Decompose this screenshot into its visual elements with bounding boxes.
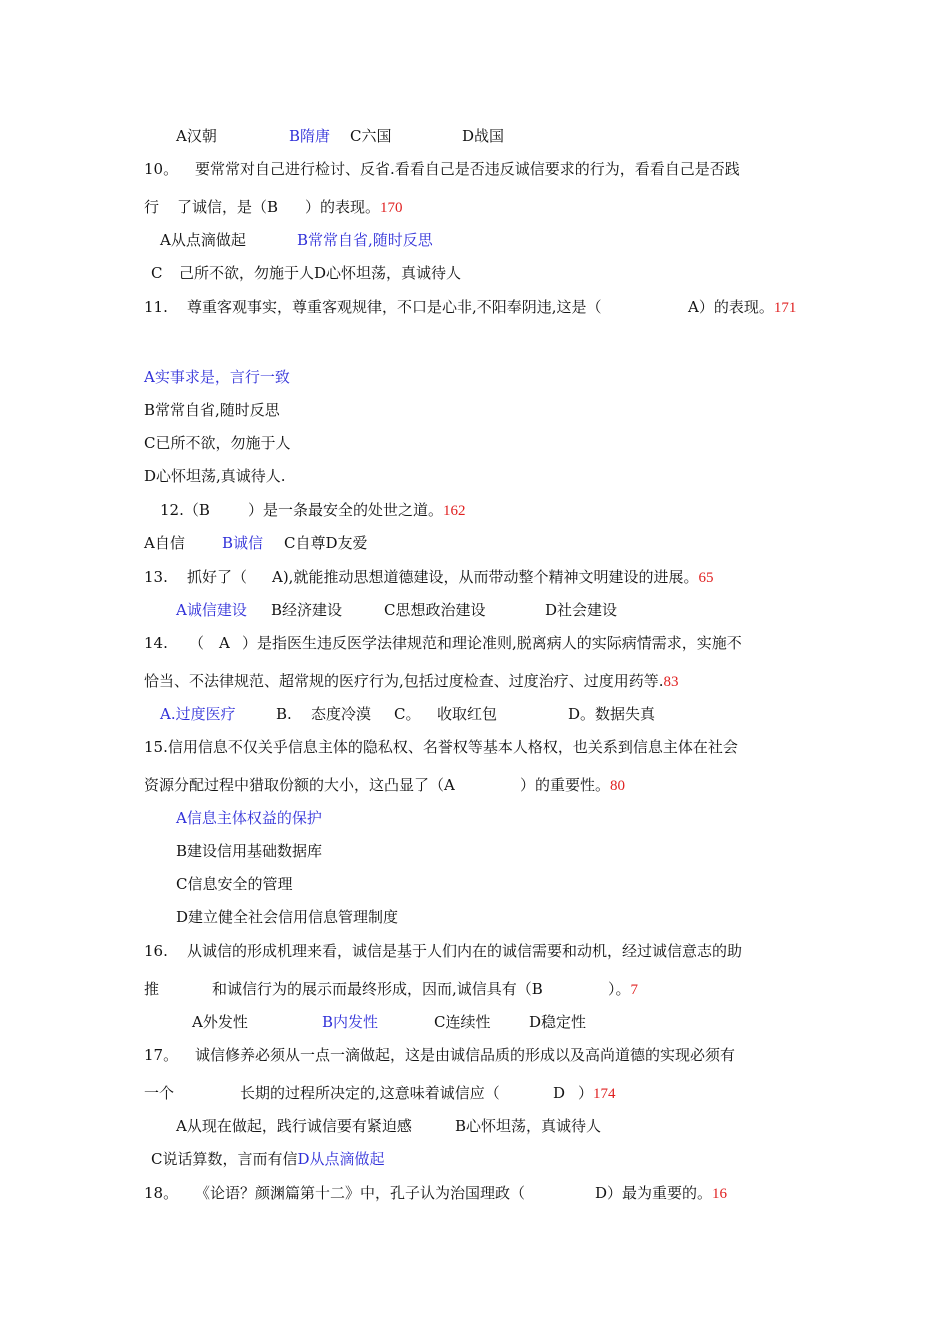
q13-text-body: A),就能推动思想道德建设，从而带动整个精神文明建设的进展。 xyxy=(272,568,699,586)
q10-page-ref: 170 xyxy=(380,200,403,216)
q14-option-c-letter: C。 xyxy=(394,705,421,723)
q10-option-b: B常常自省,随时反思 xyxy=(297,231,433,249)
q16-option-a: A外发性 xyxy=(192,1013,248,1031)
q14-option-b: 态度冷漠 xyxy=(311,705,372,723)
q16-text: 从诚信的形成机理来看，诚信是基于人们内在的诚信需要和动机，经过诚信意志的助 xyxy=(187,942,743,960)
q12-number-answer: 12.（B xyxy=(160,501,210,519)
q16-number: 16. xyxy=(144,942,168,960)
q14-option-d: D。数据失真 xyxy=(568,705,656,723)
q16-text-end xyxy=(608,979,638,1000)
q13-option-d: D社会建设 xyxy=(545,601,618,619)
q12-option-b: B诚信 xyxy=(222,534,264,552)
q14-answer: A xyxy=(219,634,230,652)
q10-text: 要常常对自己进行检讨、反省.看看自己是否违反诚信要求的行为，看看自己是否践 xyxy=(195,160,740,178)
q14-text: ）是指医生违反医学法律规范和理论准则,脱离病人的实际病情需求，实施不 xyxy=(242,634,742,652)
q11-page-ref: 171 xyxy=(773,300,797,316)
q15-page-ref: 80 xyxy=(610,778,626,794)
q17-option-a: A从现在做起，践行诚信要有紧迫感 xyxy=(176,1117,412,1135)
q11-answer xyxy=(688,297,796,318)
q16-suffix: ）。 xyxy=(608,980,631,998)
q14-option-b-letter: B. xyxy=(276,705,292,723)
q17-suffix: ） xyxy=(578,1084,594,1102)
q16-option-c: C连续性 xyxy=(434,1013,491,1031)
q15-option-d: D建立健全社会信用信息管理制度 xyxy=(176,908,399,926)
q17-option-d: D从点滴做起 xyxy=(297,1150,385,1168)
q18-text: 《论语？颜渊篇第十二》中，孔子认为治国理政（ xyxy=(195,1184,526,1202)
q14-paren: （ xyxy=(189,634,205,652)
q10-option-d: D心怀坦荡，真诚待人 xyxy=(314,264,462,282)
q16-text-part: 推 xyxy=(144,980,160,998)
q15-text-answer: 资源分配过程中猎取份额的大小，这凸显了（A xyxy=(144,776,455,794)
q17-number: 17。 xyxy=(144,1046,179,1064)
q17-answer: D xyxy=(553,1084,566,1102)
q10-text-part: 行 xyxy=(144,198,160,216)
q13-option-c: C思想政治建设 xyxy=(384,601,486,619)
q9-option-c: C六国 xyxy=(350,127,392,145)
q10-answer-text: 了诚信，是（B xyxy=(177,198,279,216)
q11-option-b: B常常自省,随时反思 xyxy=(144,401,280,419)
q14-option-a: A.过度医疗 xyxy=(160,705,236,723)
q13-option-a: A诚信建设 xyxy=(176,601,247,619)
q11-option-d: D心怀坦荡,真诚待人. xyxy=(144,467,286,485)
q17-page-ref: 174 xyxy=(593,1086,616,1102)
q12-option-a: A自信 xyxy=(144,534,185,552)
q15-text-end xyxy=(520,775,625,796)
q15-option-c: C信息安全的管理 xyxy=(176,875,293,893)
q10-option-c-d xyxy=(179,263,461,283)
q11-option-c: C已所不欲，勿施于人 xyxy=(144,434,291,452)
q12-text-body: ）是一条最安全的处世之道。 xyxy=(248,501,444,519)
q10-number: 10。 xyxy=(144,160,179,178)
q15-suffix: ）的重要性。 xyxy=(520,776,611,794)
q10-text-end xyxy=(305,197,403,218)
q11-text: 尊重客观事实，尊重客观规律，不口是心非,不阳奉阴违,这是（ xyxy=(187,298,602,316)
q14-page-ref: 83 xyxy=(663,674,679,690)
q13-page-ref: 65 xyxy=(698,570,714,586)
q17-option-c: C说话算数，言而有信 xyxy=(151,1150,298,1168)
q17-text-part: 一个 xyxy=(144,1084,175,1102)
q12-page-ref: 162 xyxy=(443,503,466,519)
q11-number: 11. xyxy=(144,298,168,316)
q13-text-a: 抓好了（ xyxy=(187,568,248,586)
q16-page-ref: 7 xyxy=(630,982,639,998)
q13-text-b xyxy=(272,567,713,588)
q9-option-d: D战国 xyxy=(462,127,505,145)
q12-text xyxy=(248,500,466,521)
q14-line2-text xyxy=(144,671,679,692)
q18-number: 18。 xyxy=(144,1184,179,1202)
q15-option-b: B建设信用基础数据库 xyxy=(176,842,323,860)
q14-option-c: 收取红包 xyxy=(437,705,498,723)
q17-text: 长期的过程所决定的,这意味着诚信应（ xyxy=(240,1084,500,1102)
q10-option-c: 己所不欲，勿施于人 xyxy=(179,264,315,282)
q17-options-cd-text xyxy=(151,1149,385,1169)
q9-option-b: B隋唐 xyxy=(289,127,331,145)
q16-option-d: D稳定性 xyxy=(529,1013,587,1031)
q10-option-c-letter: C xyxy=(151,264,163,282)
q18-answer xyxy=(595,1183,727,1204)
q18-answer-text: D）最为重要的。 xyxy=(595,1184,713,1202)
q17-option-b: B心怀坦荡，真诚待人 xyxy=(455,1117,602,1135)
q9-option-a: A汉朝 xyxy=(176,127,217,145)
q17-text-end xyxy=(578,1083,616,1104)
q11-option-a: A实事求是，言行一致 xyxy=(144,368,290,386)
q13-option-b: B经济建设 xyxy=(271,601,343,619)
q14-number: 14. xyxy=(144,634,168,652)
q14-text-cont: 恰当、不法律规范、超常规的医疗行为,包括过度检查、过度治疗、过度用药等. xyxy=(144,672,664,690)
q10-suffix: ）的表现。 xyxy=(305,198,381,216)
q16-text-answer: 和诚信行为的展示而最终形成，因而,诚信具有（B xyxy=(212,980,543,998)
q15-option-a: A信息主体权益的保护 xyxy=(176,809,322,827)
q16-option-b: B内发性 xyxy=(322,1013,379,1031)
q11-answer-text: A）的表现。 xyxy=(688,298,774,316)
q18-page-ref: 16 xyxy=(712,1186,728,1202)
q12-option-cd: C自尊D友爱 xyxy=(284,534,368,552)
q17-text: 诚信修养必须从一点一滴做起，这是由诚信品质的形成以及高尚道德的实现必须有 xyxy=(195,1046,736,1064)
q13-number: 13. xyxy=(144,568,168,586)
q15-line1: 15.信用信息不仅关乎信息主体的隐私权、名誉权等基本人格权，也关系到信息主体在社会 xyxy=(144,738,738,756)
q10-option-a: A从点滴做起 xyxy=(160,231,246,249)
